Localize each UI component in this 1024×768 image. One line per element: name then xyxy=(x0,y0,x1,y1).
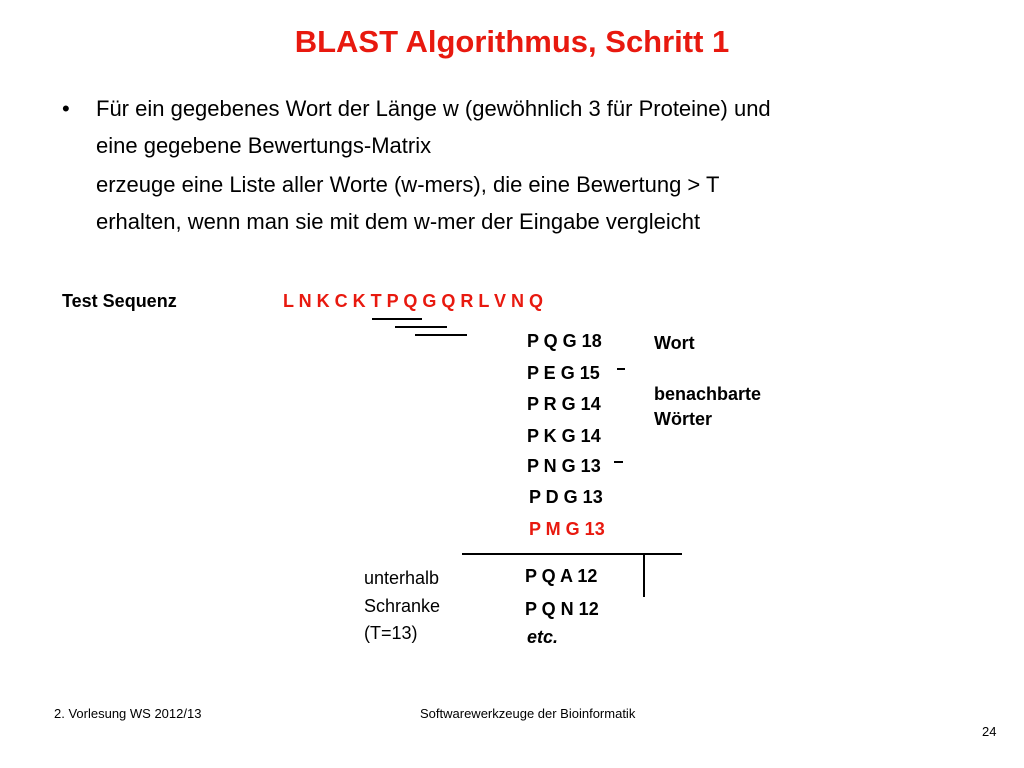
query-word-underline xyxy=(395,326,447,328)
word-list-item: P Q A 12 xyxy=(525,566,598,586)
word-list-item: P D G 13 xyxy=(529,487,603,507)
bullet-text-line: erzeuge eine Liste aller Worte (w-mers), die eine Bewertung > T xyxy=(96,172,720,197)
etc-label: etc. xyxy=(527,627,559,647)
threshold-divider xyxy=(462,553,682,555)
annotation-neighbors: Wörter xyxy=(654,409,712,429)
threshold-note: (T=13) xyxy=(364,623,418,643)
word-list-item: P Q G 18 xyxy=(527,331,602,351)
bullet-text-line: Für ein gegebenes Wort der Länge w (gewöhnlich 3 für Proteine) und xyxy=(96,96,771,121)
word-list-item: P Q N 12 xyxy=(525,599,599,619)
page-number: 24 xyxy=(982,724,997,739)
query-word-underline xyxy=(372,318,422,320)
threshold-note: Schranke xyxy=(364,596,441,616)
threshold-note: unterhalb xyxy=(364,568,440,588)
footer-lecture: 2. Vorlesung WS 2012/13 xyxy=(54,706,202,721)
bracket-tick xyxy=(617,368,625,370)
word-list-item: P K G 14 xyxy=(527,426,601,446)
word-list-item-highlighted: P M G 13 xyxy=(529,519,605,539)
footer-course: Softwarewerkzeuge der Bioinformatik xyxy=(420,706,636,721)
test-sequence: L N K C K T P Q G Q R L V N Q xyxy=(283,291,544,311)
annotation-neighbors: benachbarte xyxy=(654,384,762,404)
annotation-word: Wort xyxy=(654,333,695,353)
bracket-tick xyxy=(614,461,623,463)
test-sequence-label: Test Sequenz xyxy=(62,291,177,311)
word-list-item: P N G 13 xyxy=(527,456,601,476)
word-list-item: P E G 15 xyxy=(527,363,600,383)
threshold-bracket xyxy=(643,555,645,597)
slide-title: BLAST Algorithmus, Schritt 1 xyxy=(294,24,730,59)
query-word-underline xyxy=(415,334,467,336)
bullet-text-line: eine gegebene Bewertungs-Matrix xyxy=(96,133,432,158)
bullet-marker: • xyxy=(62,96,70,121)
bullet-text-line: erhalten, wenn man sie mit dem w-mer der Eingabe vergleicht xyxy=(96,209,701,234)
word-list-item: P R G 14 xyxy=(527,394,601,414)
